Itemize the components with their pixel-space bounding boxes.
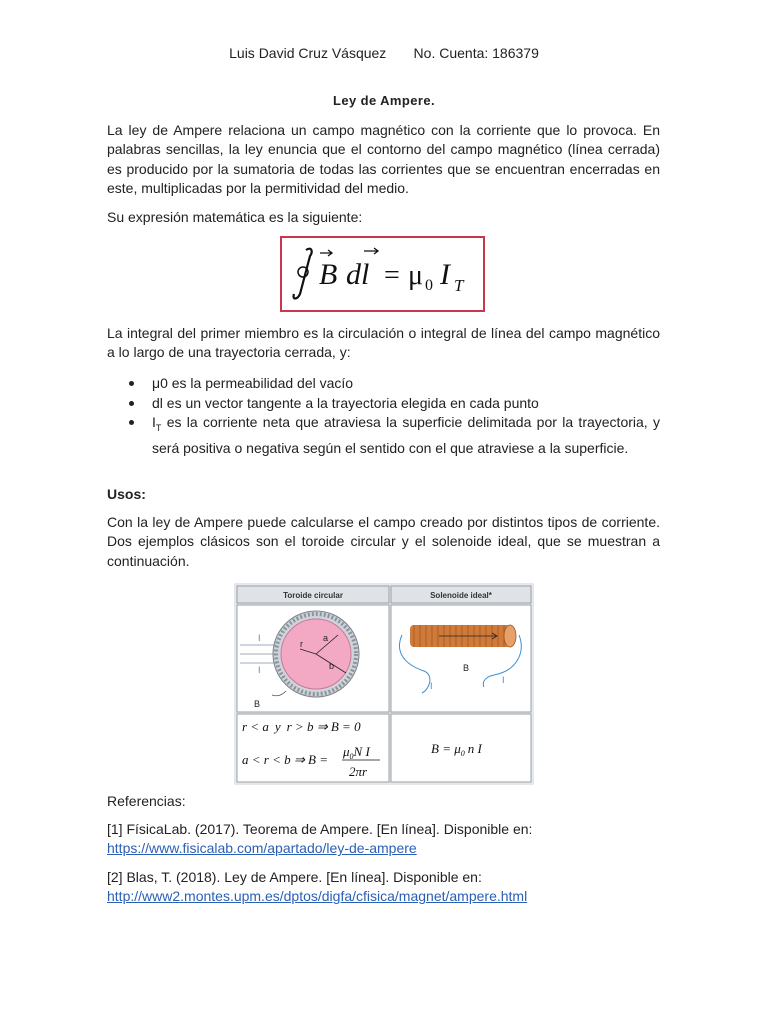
reference-2-link[interactable]: http://www2.montes.upm.es/dptos/digfa/cfisica/magnet/ampere.html xyxy=(107,888,528,905)
reference-2: [2] Blas, T. (2018). Ley de Ampere. [En línea]. Disponible en: http://www2.montes.upm.es/dptos/digfa/cfisica/magnet/ampere.html xyxy=(107,869,528,905)
document-title: Ley de Ampere. xyxy=(333,93,435,108)
integral-paragraph: La integral del primer miembro es la circulación o integral de línea del campo magnético a lo largo de una trayectoria cerrada, y: xyxy=(107,325,660,361)
svg-text:B: B xyxy=(462,663,470,673)
svg-text:I: I xyxy=(430,681,433,691)
eq-mu-sub: 0 xyxy=(425,277,433,294)
usos-paragraph: Con la ley de Ampere puede calcularse el campo creado por distintos tipos de corriente. Dos ejemplos clásicos son el toroide circular y el solenoide ideal, que se muestran a continuación. xyxy=(107,514,660,569)
eq-B: B xyxy=(319,258,338,291)
eq-equals: = xyxy=(384,260,400,291)
ampere-equation xyxy=(282,238,483,310)
eq-I: I xyxy=(440,258,450,291)
usos-heading: Usos: xyxy=(107,486,146,502)
author-name: Luis David Cruz Vásquez xyxy=(229,45,387,61)
solenoid-formula: $B = \mu_0$ n I xyxy=(431,741,482,758)
svg-text:I: I xyxy=(258,633,261,643)
ampere-equation-box xyxy=(280,236,485,312)
toroid-formula-2-denominator: 2πr xyxy=(349,764,368,779)
figure-table xyxy=(234,583,534,785)
definitions-list xyxy=(107,374,660,458)
eq-dl: dl xyxy=(346,258,370,291)
contour-integral-icon xyxy=(294,249,312,299)
reference-1-link[interactable]: https://www.fisicalab.com/apartado/ley-de-ampere xyxy=(107,840,417,857)
svg-text:B: B xyxy=(254,699,261,709)
account-number: No. Cuenta: 186379 xyxy=(413,45,539,61)
list-item: $I_T$ es la corriente neta que atraviesa la superficie delimitada por la trayectoria, y será positiva o negativa según el sentido con el que atraviese a la superficie. xyxy=(107,413,660,458)
vector-arrow-icon xyxy=(320,250,332,256)
eq-I-sub: T xyxy=(454,276,464,295)
toroid-formula-2-numerator: $\mu_0N$ I xyxy=(343,744,370,761)
bullet-icon xyxy=(129,420,134,425)
eq-mu: μ xyxy=(408,260,424,291)
toroid-formula-2: a < r < b ⇒ B = xyxy=(242,752,328,767)
svg-text:b: b xyxy=(329,661,335,671)
expression-intro: Su expresión matemática es la siguiente: xyxy=(107,209,363,225)
intro-paragraph: La ley de Ampere relaciona un campo magnético con la corriente que lo provoca. En palabras sencillas, la ley enuncia que el contorno del campo magnético (línea cerrada) es producido por la sumatoria de todas las corrientes que se encuentran encerradas en este, multiplicadas por la permitividad del medio. xyxy=(107,122,660,197)
bullet-icon xyxy=(129,401,134,406)
svg-text:a: a xyxy=(323,633,329,643)
toroid-header: Toroide circular xyxy=(283,591,343,600)
toroid-solenoid-figure xyxy=(234,583,534,785)
svg-text:r: r xyxy=(300,639,303,649)
bullet-icon xyxy=(129,381,134,386)
solenoid-header: Solenoide ideal* xyxy=(430,591,492,600)
reference-1: [1] FísicaLab. (2017). Teorema de Ampere. [En línea]. Disponible en: https://www.fisicalab.com/apartado/ley-de-ampere xyxy=(107,821,533,857)
references-heading: Referencias: xyxy=(107,793,186,809)
list-item: dl es un vector tangente a la trayectoria elegida en cada punto xyxy=(107,394,660,414)
list-item: μ0 es la permeabilidad del vacío xyxy=(107,374,660,394)
toroid-formula-1: r < a y r > b ⇒ B = 0 xyxy=(242,719,361,734)
svg-text:I: I xyxy=(502,675,505,685)
document-header xyxy=(0,45,768,61)
vector-arrow-icon xyxy=(364,248,378,254)
svg-text:I: I xyxy=(258,665,261,675)
